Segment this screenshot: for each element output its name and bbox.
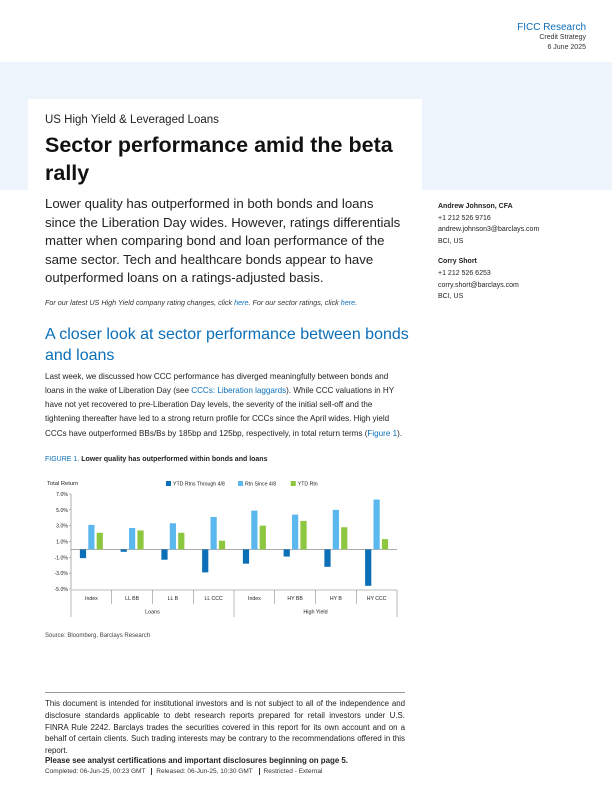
y-tick-label: 3.0% xyxy=(56,523,68,530)
body-text-3: ). xyxy=(397,428,403,438)
department-label: Credit Strategy xyxy=(539,34,586,41)
bar xyxy=(88,525,94,550)
legend-label: YTD Rtns Through 4/8 xyxy=(173,481,225,488)
x-tick-label: LL BB xyxy=(125,596,140,602)
figure-1-link[interactable]: Figure 1 xyxy=(367,428,398,438)
report-date: 6 June 2025 xyxy=(547,44,586,51)
author-entity: BCI, US xyxy=(438,237,464,245)
legend-swatch xyxy=(291,481,296,486)
x-tick-label: LL CCC xyxy=(204,596,223,602)
body-text-1: Last week, we discussed how CCC performance has diverged meaningfully between bonds and loans in the wake of Liberation Day (see xyxy=(45,371,389,395)
bar xyxy=(129,528,135,549)
x-tick-label: LL B xyxy=(167,596,179,602)
bar xyxy=(161,549,167,559)
chart-container xyxy=(45,472,405,630)
completed-timestamp: Completed: 06-Jun-25, 00:23 GMT xyxy=(45,768,146,775)
author-phone: +1 212 526 6253 xyxy=(438,269,491,277)
report-header xyxy=(517,22,586,53)
legend-label: Rtn Since 4/8 xyxy=(245,481,277,488)
x-tick-label: Index xyxy=(85,596,98,602)
author-phone: +1 212 526 9716 xyxy=(438,214,491,222)
y-tick-label: 1.0% xyxy=(56,539,68,546)
article-kicker: US High Yield & Leveraged Loans xyxy=(45,114,219,126)
bar xyxy=(292,515,298,550)
bar xyxy=(341,527,347,549)
classification-label: Restricted - External xyxy=(259,768,323,775)
body-text-2: ). While CCC valuations in HY have not yet recovered to pre-Liberation Day levels, the severity of the initial sell-off and the tightening thereafter have led to a strong return profile for CCCs since the April wides. High yield CCCs have outperformed BBs/Bs by 185bp and 125bp, respectively, in total return terms ( xyxy=(45,385,394,438)
section-heading: A closer look at sector performance between bonds and loans xyxy=(45,325,409,364)
legend-swatch xyxy=(166,481,171,486)
bar xyxy=(251,511,257,550)
bar xyxy=(80,549,86,558)
sector-ratings-link[interactable]: here xyxy=(340,297,356,307)
ratings-note xyxy=(45,298,422,307)
bar xyxy=(300,521,306,550)
released-timestamp: Released: 06-Jun-25, 10:30 GMT xyxy=(151,768,252,775)
article-main xyxy=(28,99,422,441)
bar xyxy=(121,549,127,551)
author-email[interactable]: andrew.johnson3@barclays.com xyxy=(438,226,540,234)
report-footer xyxy=(45,768,326,775)
disclaimer-divider xyxy=(45,692,405,693)
note-text-1: For our latest US High Yield company rating changes, click xyxy=(45,297,235,307)
disclaimer-text: This document is intended for institutional investors and is not subject to all of the independence and disclosure standards applicable to debt research reports prepared for retail investors under U.S. FINRA Rule 2242. Barclays trades the securities covered in this report for its own account and on a behalf of certain clients. Such trading interests may be contrary to the recommendations offered in this report. xyxy=(45,699,405,756)
y-tick-label: -5.0% xyxy=(54,587,68,593)
brand-label: FICC Research xyxy=(517,22,586,33)
bar xyxy=(382,539,388,549)
y-axis-title: Total Return xyxy=(47,481,79,487)
bar xyxy=(365,549,371,585)
group-label: High Yield xyxy=(303,609,328,616)
bar xyxy=(137,530,143,549)
bar xyxy=(211,517,217,549)
note-text-2: . For our sector ratings, click xyxy=(248,297,341,307)
author-name: Corry Short xyxy=(438,258,477,266)
y-tick-label: 5.0% xyxy=(56,507,68,514)
author-block xyxy=(438,201,598,247)
company-ratings-link[interactable]: here xyxy=(234,297,249,307)
x-tick-label: HY BB xyxy=(287,596,303,602)
x-tick-label: Index xyxy=(248,596,261,602)
y-tick-label: 7.0% xyxy=(56,492,68,498)
bar xyxy=(170,523,176,549)
bar xyxy=(178,533,184,550)
bar xyxy=(284,549,290,556)
bar xyxy=(374,500,380,550)
figure-label: FIGURE 1. xyxy=(45,456,80,463)
figure-source: Source: Bloomberg, Barclays Research xyxy=(45,633,151,639)
bar xyxy=(260,526,266,550)
author-email[interactable]: corry.short@barclays.com xyxy=(438,281,519,289)
article-summary: Lower quality has outperformed in both bonds and loans since the Liberation Day wides. However, ratings differentials matter when comparing bond and loan performance of the same sector. Tech and healthcare bonds appear to have outperformed loans on a ratings-adjusted basis. xyxy=(45,196,401,285)
article-title: Sector performance amid the beta rally xyxy=(45,133,393,185)
bar xyxy=(243,549,249,563)
x-tick-label: HY B xyxy=(329,596,342,602)
bar xyxy=(202,549,208,572)
y-tick-label: -3.0% xyxy=(54,571,68,578)
figure-caption xyxy=(45,456,267,463)
x-tick-label: HY CCC xyxy=(366,596,387,602)
ccc-report-link[interactable]: CCCs: Liberation laggards xyxy=(191,385,287,395)
returns-bar-chart xyxy=(45,472,405,630)
author-list xyxy=(438,201,598,312)
author-name: Andrew Johnson, CFA xyxy=(438,203,513,210)
legend-swatch xyxy=(238,481,243,486)
bar xyxy=(324,549,330,566)
note-text-3: . xyxy=(355,297,358,307)
certifications-note: Please see analyst certifications and important disclosures beginning on page 5. xyxy=(45,756,348,765)
body-paragraph xyxy=(45,370,407,441)
author-entity: BCI, US xyxy=(438,293,464,301)
author-block xyxy=(438,256,598,302)
bar xyxy=(97,533,103,550)
bar xyxy=(219,541,225,550)
bar xyxy=(333,510,339,550)
legend-label: YTD Rtn xyxy=(297,481,318,488)
group-label: Loans xyxy=(145,609,160,616)
y-tick-label: -1.0% xyxy=(54,555,68,562)
figure-title: Lower quality has outperformed within bonds and loans xyxy=(81,456,268,463)
